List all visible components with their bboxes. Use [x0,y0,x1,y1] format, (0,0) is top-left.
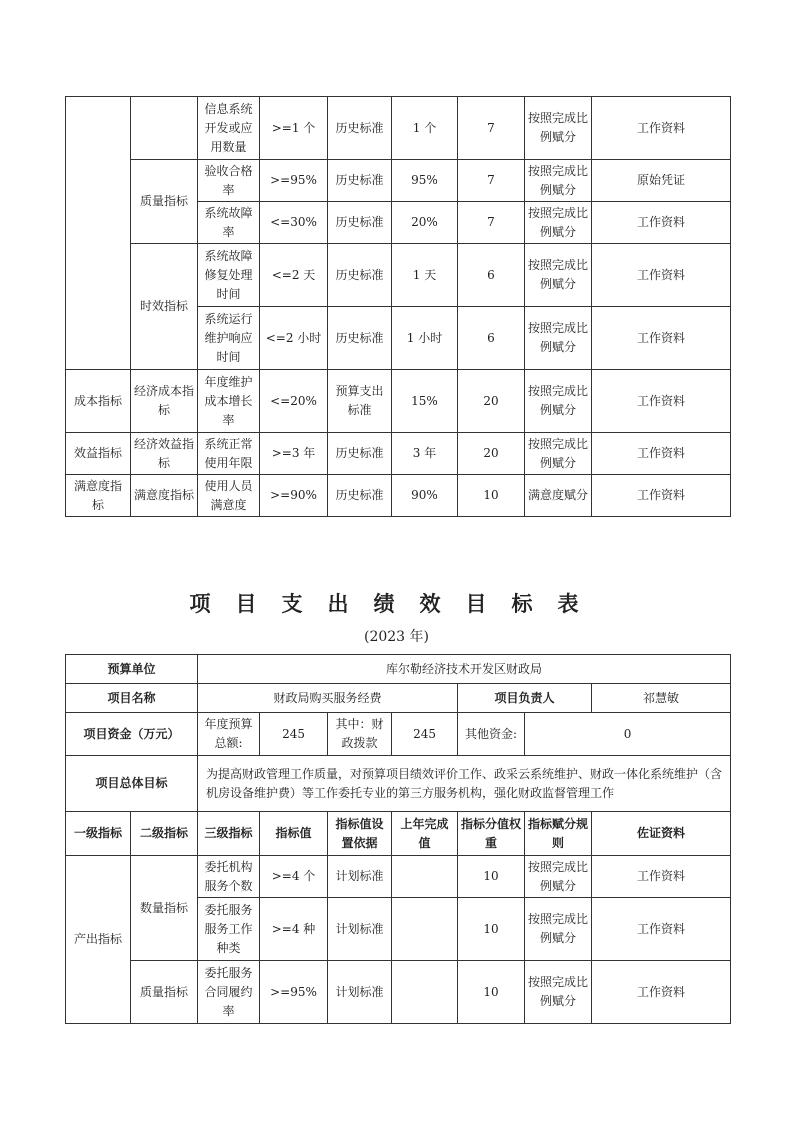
weight-cell: 10 [458,475,525,517]
evidence-cell: 工作资料 [592,97,731,160]
level1-cell: 效益指标 [66,433,131,475]
col-header: 上年完成值 [392,812,458,856]
rule-cell: 按照完成比例赋分 [525,307,592,370]
value-cell: >=95% [260,160,328,202]
project-name-label: 项目名称 [66,684,198,713]
col-header: 指标分值权重 [458,812,525,856]
rule-cell: 按照完成比例赋分 [525,433,592,475]
prev-cell: 1 小时 [392,307,458,370]
evidence-cell: 工作资料 [592,433,731,475]
rule-cell: 按照完成比例赋分 [525,202,592,244]
rule-cell: 满意度赋分 [525,475,592,517]
level2-cell: 满意度指标 [131,475,198,517]
other-funds-value: 0 [525,713,731,756]
rule-cell: 按照完成比例赋分 [525,160,592,202]
level3-cell: 系统故障率 [198,202,260,244]
rule-cell: 按照完成比例赋分 [525,370,592,433]
level2-cell: 数量指标 [131,856,198,961]
table-row [66,433,731,475]
prev-cell [392,961,458,1024]
table-row [66,961,731,1024]
col-header: 二级指标 [131,812,198,856]
prev-cell [392,856,458,898]
budget-unit-label: 预算单位 [66,655,198,684]
weight-cell: 20 [458,370,525,433]
value-cell: <=30% [260,202,328,244]
project-name-value: 财政局购买服务经费 [198,684,458,713]
weight-cell: 7 [458,202,525,244]
fiscal-value: 245 [392,713,458,756]
evidence-cell: 工作资料 [592,244,731,307]
performance-target-table [65,654,731,1024]
prev-cell [392,898,458,961]
evidence-cell: 工作资料 [592,202,731,244]
header-row [66,812,731,856]
level3-cell: 系统运行维护响应时间 [198,307,260,370]
table-row [66,97,731,160]
funds-row [66,713,731,756]
rule-cell: 按照完成比例赋分 [525,856,592,898]
basis-cell: 历史标准 [328,307,392,370]
goal-value: 为提高财政管理工作质量，对预算项目绩效评价工作、政采云系统维护、财政一体化系统维护（含机房设备维护费）等工作委托专业的第三方服务机构，强化财政监督管理工作 [198,756,731,812]
prev-cell: 15% [392,370,458,433]
col-header: 指标值 [260,812,328,856]
level3-cell: 使用人员满意度 [198,475,260,517]
level2-cell: 质量指标 [131,961,198,1024]
level3-cell: 委托服务服务工作种类 [198,898,260,961]
project-leader-label: 项目负责人 [458,684,592,713]
value-cell: >=90% [260,475,328,517]
level1-cell: 产出指标 [66,856,131,1024]
level3-cell: 委托服务合同履约率 [198,961,260,1024]
basis-cell: 预算支出标准 [328,370,392,433]
table-row [66,856,731,898]
basis-cell: 计划标准 [328,898,392,961]
budget-unit-value: 库尔勒经济技术开发区财政局 [198,655,731,684]
level2-cell: 质量指标 [131,160,198,244]
evidence-cell: 原始凭证 [592,160,731,202]
weight-cell: 7 [458,97,525,160]
level3-cell: 系统正常使用年限 [198,433,260,475]
basis-cell: 历史标准 [328,244,392,307]
prev-cell: 90% [392,475,458,517]
value-cell: >=95% [260,961,328,1024]
level3-cell: 年度维护成本增长率 [198,370,260,433]
level3-cell: 验收合格率 [198,160,260,202]
value-cell: >=4 个 [260,856,328,898]
level3-cell: 委托机构服务个数 [198,856,260,898]
basis-cell: 计划标准 [328,961,392,1024]
weight-cell: 6 [458,307,525,370]
weight-cell: 6 [458,244,525,307]
annual-budget-label: 年度预算总额: [198,713,260,756]
evidence-cell: 工作资料 [592,307,731,370]
level2-cell: 经济成本指标 [131,370,198,433]
evidence-cell: 工作资料 [592,961,731,1024]
value-cell: <=2 天 [260,244,328,307]
weight-cell: 7 [458,160,525,202]
value-cell: >=4 种 [260,898,328,961]
project-name-row [66,684,731,713]
basis-cell: 计划标准 [328,856,392,898]
level2-cell: 时效指标 [131,244,198,370]
table-row [66,160,731,202]
basis-cell: 历史标准 [328,97,392,160]
col-header: 一级指标 [66,812,131,856]
weight-cell: 10 [458,856,525,898]
col-header: 指标值设置依据 [328,812,392,856]
value-cell: >=1 个 [260,97,328,160]
table-row [66,475,731,517]
value-cell: <=20% [260,370,328,433]
value-cell: <=2 小时 [260,307,328,370]
other-funds-label: 其他资金: [458,713,525,756]
indicator-table-continued [65,96,731,517]
rule-cell: 按照完成比例赋分 [525,898,592,961]
rule-cell: 按照完成比例赋分 [525,97,592,160]
level3-cell: 系统故障修复处理时间 [198,244,260,307]
level1-cell: 成本指标 [66,370,131,433]
table-row [66,244,731,307]
prev-cell: 95% [392,160,458,202]
page-title: 项目支出绩效目标表 [189,591,604,616]
prev-cell: 20% [392,202,458,244]
basis-cell: 历史标准 [328,202,392,244]
fiscal-label: 其中：财政拨款 [328,713,392,756]
evidence-cell: 工作资料 [592,856,731,898]
value-cell: >=3 年 [260,433,328,475]
col-header: 三级指标 [198,812,260,856]
level2-cell [131,97,198,160]
rule-cell: 按照完成比例赋分 [525,961,592,1024]
basis-cell: 历史标准 [328,475,392,517]
basis-cell: 历史标准 [328,160,392,202]
level1-cell [66,97,131,370]
year-label: (2023 年) [363,629,429,645]
prev-cell: 3 年 [392,433,458,475]
col-header: 佐证资料 [592,812,731,856]
basis-cell: 历史标准 [328,433,392,475]
evidence-cell: 工作资料 [592,475,731,517]
level3-cell: 信息系统开发或应用数量 [198,97,260,160]
weight-cell: 10 [458,898,525,961]
weight-cell: 10 [458,961,525,1024]
evidence-cell: 工作资料 [592,898,731,961]
col-header: 指标赋分规则 [525,812,592,856]
level1-cell: 满意度指标 [66,475,131,517]
level2-cell: 经济效益指标 [131,433,198,475]
goal-label: 项目总体目标 [66,756,198,812]
table-row [66,370,731,433]
prev-cell: 1 天 [392,244,458,307]
project-leader-value: 祁慧敏 [592,684,731,713]
annual-budget-value: 245 [260,713,328,756]
goal-row [66,756,731,812]
rule-cell: 按照完成比例赋分 [525,244,592,307]
funds-label: 项目资金（万元） [66,713,198,756]
budget-unit-row [66,655,731,684]
prev-cell: 1 个 [392,97,458,160]
weight-cell: 20 [458,433,525,475]
evidence-cell: 工作资料 [592,370,731,433]
